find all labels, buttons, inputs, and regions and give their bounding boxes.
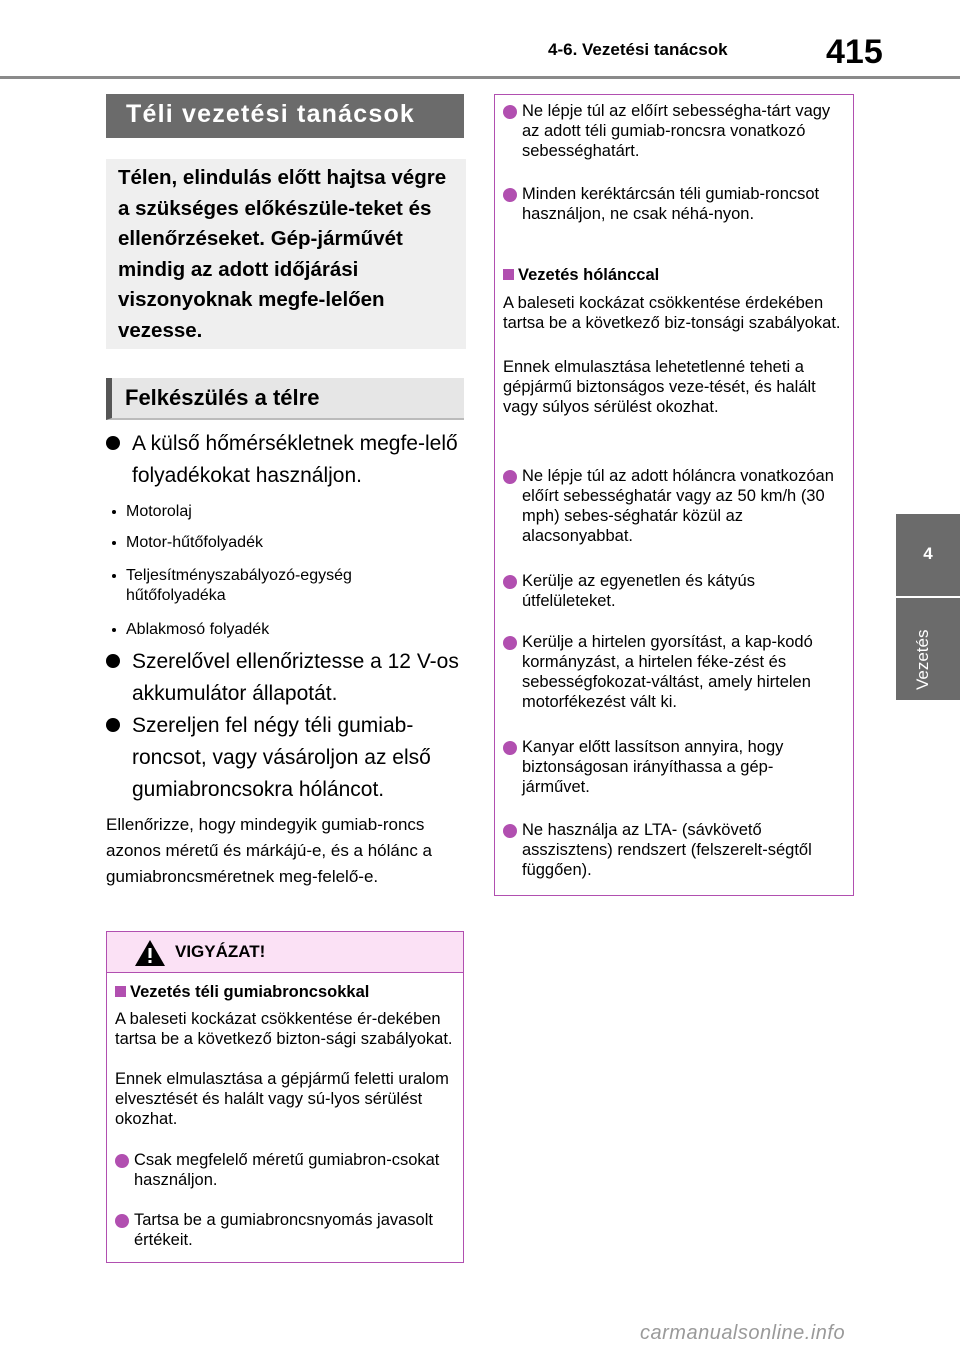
header-rule xyxy=(0,76,960,79)
caution-item xyxy=(522,632,840,712)
page-number: 415 xyxy=(826,33,883,71)
bullet-text: A külső hőmérsékletnek megfe-lelő folyadékokat használjon. xyxy=(132,432,458,487)
caution-item-text: Minden keréktárcsán téli gumiab-roncsot használjon, ne csak néhá-nyon. xyxy=(522,185,820,223)
list-item-text: Motorolaj xyxy=(126,503,192,520)
bullet-battery xyxy=(132,646,462,710)
bullet-icon xyxy=(106,436,120,450)
caution-item xyxy=(522,737,840,797)
caution-item-text: Ne lépje túl az adott hóláncra vonatkozóan előírt sebességhatár vagy az 50 km/h (30 mph) sebes-séghatár közül az alacsonyabbat. xyxy=(522,467,834,545)
main-heading xyxy=(106,94,464,138)
circle-bullet-icon xyxy=(503,824,517,838)
bullet-fluids xyxy=(132,428,462,492)
caution-section-heading xyxy=(115,982,455,1002)
bullet-text: Szerelővel ellenőriztesse a 12 V-os akkumulátor állapotát. xyxy=(132,650,459,705)
main-heading-text: Téli vezetési tanácsok xyxy=(126,100,416,128)
caution-item xyxy=(522,101,840,161)
list-bullet-icon xyxy=(112,628,116,632)
chain-section-heading-text: Vezetés hólánccal xyxy=(518,266,660,284)
chain-paragraph: Ennek elmulasztása lehetetlenné teheti a gépjármű biztonságos veze-tését, és halált vagy súlyos sérülést okozhat. xyxy=(503,358,816,416)
caution-item-text: Ne lépje túl az előírt sebességha-tárt vagy az adott téli gumiab-roncsra vonatkozó sebességhatárt. xyxy=(522,102,831,160)
tire-check-paragraph: Ellenőrizze, hogy mindegyik gumiab-roncs azonos méretű és márkájú-e, és a hólánc a gumiabroncsméretnek meg-felelő-e. xyxy=(106,815,433,886)
list-item-text: Motor-hűtőfolyadék xyxy=(126,534,263,551)
chain-section-heading xyxy=(503,265,843,285)
list-item xyxy=(126,533,456,553)
list-item-text: Teljesítményszabályozó-egység hűtőfolyadéka xyxy=(126,567,352,604)
watermark: carmanualsonline.info xyxy=(640,1322,846,1344)
sub-heading xyxy=(106,378,464,420)
chapter-label: Vezetés xyxy=(913,629,932,690)
caution-continued-box xyxy=(494,94,854,896)
caution-paragraph: A baleseti kockázat csökkentése ér-dekében tartsa be a következő bizton-sági szabályokat. xyxy=(115,1010,453,1048)
bullet-icon xyxy=(106,718,120,732)
caution-item xyxy=(522,820,840,880)
chapter-number: 4 xyxy=(923,544,933,563)
circle-bullet-icon xyxy=(503,105,517,119)
circle-bullet-icon xyxy=(503,575,517,589)
section-title: 4-6. Vezetési tanácsok xyxy=(548,40,728,59)
caution-item-text: Kanyar előtt lassítson annyira, hogy biztonságosan irányíthassa a gép-járművet. xyxy=(522,738,784,796)
caution-item xyxy=(522,571,840,611)
circle-bullet-icon xyxy=(503,188,517,202)
list-item-text: Ablakmosó folyadék xyxy=(126,621,270,638)
caution-section-heading-text: Vezetés téli gumiabroncsokkal xyxy=(130,983,370,1001)
bullet-icon xyxy=(106,654,120,668)
bullet-tires xyxy=(132,710,462,806)
circle-bullet-icon xyxy=(115,1214,129,1228)
circle-bullet-icon xyxy=(115,1154,129,1168)
sub-heading-text: Felkészülés a télre xyxy=(125,385,320,410)
caution-item xyxy=(134,1210,456,1250)
list-bullet-icon xyxy=(112,541,116,545)
caution-item xyxy=(522,184,840,224)
bullet-text: Szereljen fel négy téli gumiab-roncsot, vagy vásároljon az első gumiabroncsokra hóláncot. xyxy=(132,714,431,801)
circle-bullet-icon xyxy=(503,636,517,650)
caution-paragraph: Ennek elmulasztása a gépjármű feletti uralom elvesztését és halált vagy sú-lyos sérülést okozhat. xyxy=(115,1070,449,1128)
caution-box xyxy=(106,931,464,1263)
warning-icon xyxy=(133,938,167,968)
list-bullet-icon xyxy=(112,510,116,514)
circle-bullet-icon xyxy=(503,470,517,484)
caution-item-text: Csak megfelelő méretű gumiabron-csokat használjon. xyxy=(134,1151,440,1189)
list-item xyxy=(126,620,456,640)
caution-item-text: Ne használja az LTA- (sávkövető asszisztens) rendszert (felszerelt-ségtől függően). xyxy=(522,821,812,879)
caution-item xyxy=(522,466,840,546)
caution-item-text: Kerülje az egyenetlen és kátyús útfelületeket. xyxy=(522,572,755,610)
caution-item xyxy=(134,1150,456,1190)
square-bullet-icon xyxy=(503,269,514,280)
caution-item-text: Tartsa be a gumiabroncsnyomás javasolt értékeit. xyxy=(134,1211,433,1249)
list-bullet-icon xyxy=(112,574,116,578)
caution-title: VIGYÁZAT! xyxy=(175,942,266,961)
chain-paragraph: A baleseti kockázat csökkentése érdekében tartsa be a következő biz-tonsági szabályokat. xyxy=(503,294,841,332)
list-item xyxy=(126,502,456,522)
square-bullet-icon xyxy=(115,986,126,997)
intro-text: Télen, elindulás előtt hajtsa végre a szükséges előkészüle-teket és ellenőrzéseket. Gép-járművét mindig az adott időjárási viszonyoknak megfe-lelően vezesse. xyxy=(118,166,447,342)
circle-bullet-icon xyxy=(503,741,517,755)
caution-header xyxy=(107,932,463,973)
list-item xyxy=(126,566,426,606)
intro-box xyxy=(106,159,466,349)
caution-item-text: Kerülje a hirtelen gyorsítást, a kap-kodó kormányzást, a hirtelen féke-zést és sebességfokozat-váltást, amely hirtelen motorfékezést vált ki. xyxy=(522,633,813,711)
